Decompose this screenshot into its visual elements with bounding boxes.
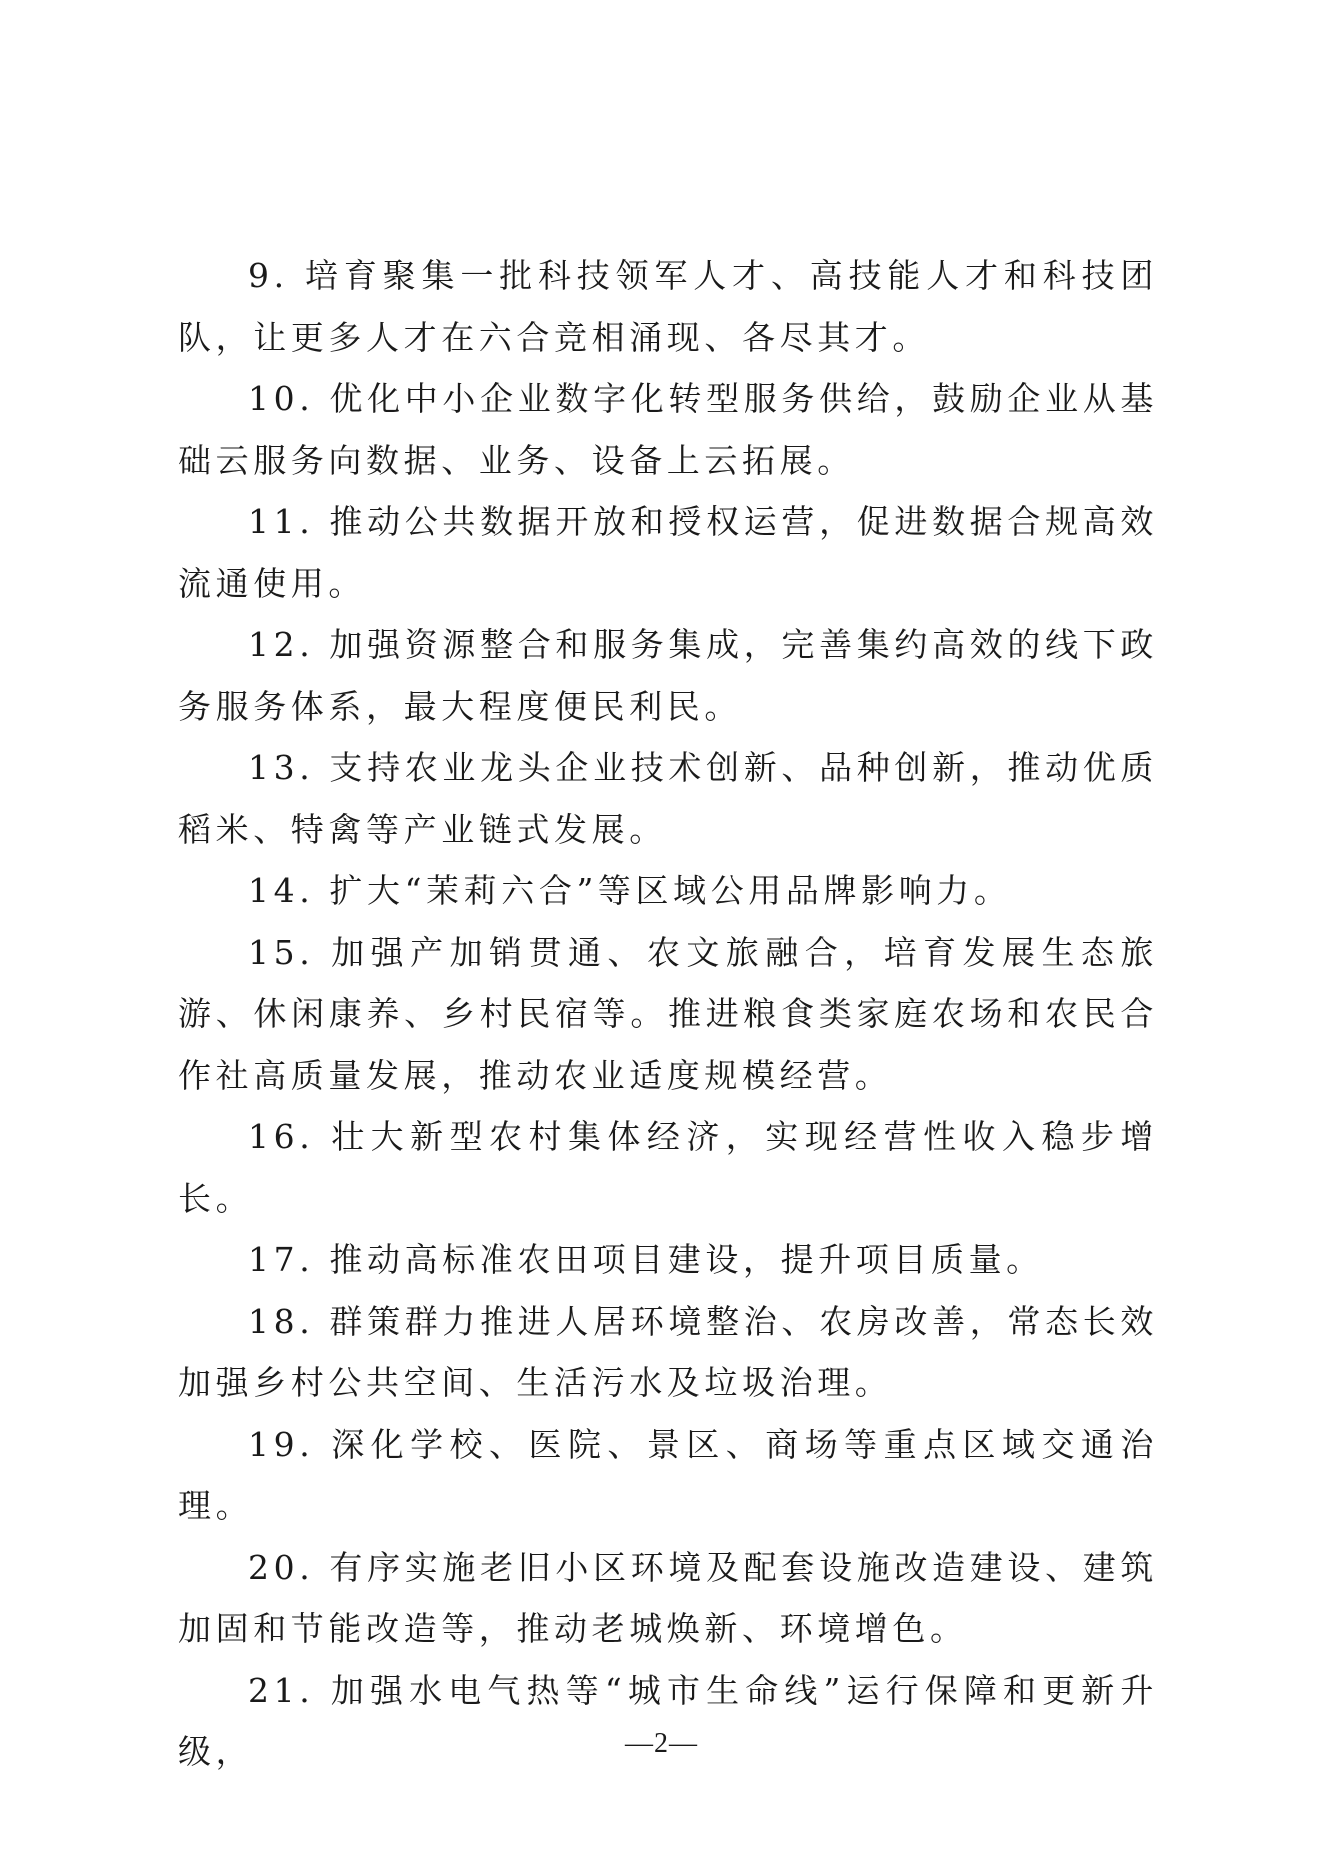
paragraph-item-20: 20. 有序实施老旧小区环境及配套设施改造建设、建筑加固和节能改造等，推动老城焕新、环境增色。 (178, 1547, 1158, 1648)
paragraph-item-10: 10. 优化中小企业数字化转型服务供给，鼓励企业从基础云服务向数据、业务、设备上云拓展。 (178, 379, 1158, 480)
paragraph-item-19: 19. 深化学校、医院、景区、商场等重点区域交通治理。 (178, 1424, 1158, 1525)
paragraph-item-17: 17. 推动高标准农田项目建设，提升项目质量。 (248, 1240, 1044, 1279)
paragraph-item-11: 11. 推动公共数据开放和授权运营，促进数据合规高效流通使用。 (178, 502, 1158, 603)
paragraph-item-14: 14. 扩大“茉莉六合”等区域公用品牌影响力。 (248, 871, 1012, 910)
paragraph-item-15: 15. 加强产加销贯通、农文旅融合，培育发展生态旅游、休闲康养、乡村民宿等。推进粮食类家庭农场和农民合作社高质量发展，推动农业适度规模经营。 (178, 932, 1158, 1095)
document-body (178, 245, 1158, 1783)
paragraph-item-12: 12. 加强资源整合和服务集成，完善集约高效的线下政务服务体系，最大程度便民利民。 (178, 625, 1158, 726)
paragraph-item-13: 13. 支持农业龙头企业技术创新、品种创新，推动优质稻米、特禽等产业链式发展。 (178, 748, 1158, 849)
paragraph-item-18: 18. 群策群力推进人居环境整治、农房改善，常态长效加强乡村公共空间、生活污水及垃圾治理。 (178, 1301, 1158, 1402)
page-number: —2— (625, 1728, 698, 1759)
paragraph-item-16: 16. 壮大新型农村集体经济，实现经营性收入稳步增长。 (178, 1117, 1158, 1218)
paragraph-item-9: 9. 培育聚集一批科技领军人才、高技能人才和科技团队，让更多人才在六合竞相涌现、各尽其才。 (178, 256, 1158, 357)
paragraph-item-21: 21. 加强水电气热等“城市生命线”运行保障和更新升级， (178, 1670, 1158, 1771)
